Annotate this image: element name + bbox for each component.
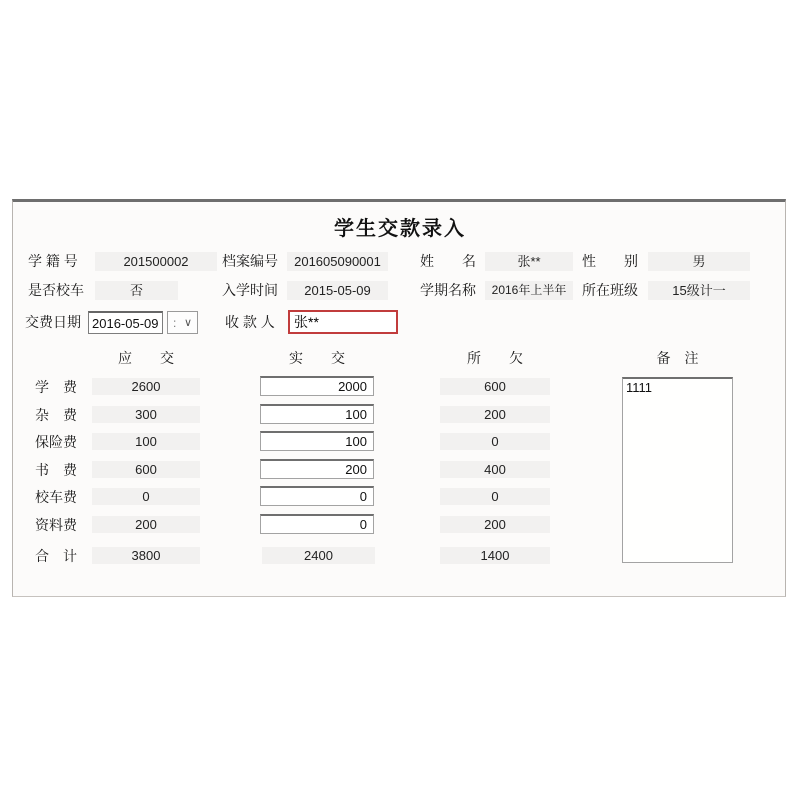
fee-row-label: 杂 费	[35, 407, 77, 423]
column-header-due: 应 交	[118, 350, 174, 366]
school-bus-label: 是否校车	[28, 282, 84, 298]
fee-paid-input[interactable]	[260, 376, 374, 396]
fee-due-value: 600	[92, 461, 200, 478]
fee-paid-input[interactable]	[260, 459, 374, 479]
payee-input[interactable]	[288, 310, 398, 334]
fee-due-value: 200	[92, 516, 200, 533]
fee-paid-input[interactable]	[260, 431, 374, 451]
total-row-label: 合 计	[35, 548, 77, 564]
school-bus-value: 否	[95, 281, 178, 300]
semester-label: 学期名称	[420, 282, 476, 298]
fee-due-value: 300	[92, 406, 200, 423]
total-paid-value: 2400	[262, 547, 375, 564]
student-id-label: 学 籍 号	[28, 253, 78, 269]
fee-due-value: 2600	[92, 378, 200, 395]
fee-paid-input[interactable]	[260, 514, 374, 534]
total-due-value: 3800	[92, 547, 200, 564]
column-header-owed: 所 欠	[467, 350, 523, 366]
total-owed-value: 1400	[440, 547, 550, 564]
chevron-down-icon: ∨	[183, 317, 192, 329]
fee-owed-value: 0	[440, 488, 550, 505]
gender-value: 男	[648, 252, 750, 271]
fee-owed-value: 0	[440, 433, 550, 450]
column-header-paid: 实 交	[289, 350, 345, 366]
fee-paid-input[interactable]	[260, 486, 374, 506]
fee-due-value: 100	[92, 433, 200, 450]
archive-no-value: 201605090001	[287, 252, 388, 271]
fee-row-label: 校车费	[35, 489, 77, 505]
fee-row-label: 书 费	[35, 462, 77, 478]
fee-paid-input[interactable]	[260, 404, 374, 424]
enroll-date-value: 2015-05-09	[287, 281, 388, 300]
archive-no-label: 档案编号	[222, 253, 278, 269]
fee-owed-value: 200	[440, 406, 550, 423]
pay-date-dropdown-button[interactable]	[167, 311, 198, 334]
fee-row-label: 学 费	[35, 379, 77, 395]
fee-owed-value: 200	[440, 516, 550, 533]
name-value: 张**	[485, 252, 573, 271]
fee-due-value: 0	[92, 488, 200, 505]
class-label: 所在班级	[582, 282, 638, 298]
dropdown-separator: :	[173, 315, 177, 330]
pay-date-label: 交费日期	[25, 314, 81, 330]
gender-label: 性 别	[582, 253, 638, 269]
payee-label: 收 款 人	[225, 314, 275, 330]
name-label: 姓 名	[420, 253, 476, 269]
page-title: 学生交款录入	[334, 218, 466, 240]
enroll-date-label: 入学时间	[222, 282, 278, 298]
column-header-remark: 备 注	[656, 350, 699, 366]
pay-date-input[interactable]	[88, 311, 163, 334]
fee-owed-value: 600	[440, 378, 550, 395]
student-id-value: 201500002	[95, 252, 217, 271]
fee-row-label: 资料费	[35, 517, 77, 533]
fee-owed-value: 400	[440, 461, 550, 478]
fee-row-label: 保险费	[35, 434, 77, 450]
remark-textarea[interactable]	[622, 377, 733, 563]
class-value: 15级计一	[648, 281, 750, 300]
semester-value: 2016年上半年	[485, 281, 573, 300]
